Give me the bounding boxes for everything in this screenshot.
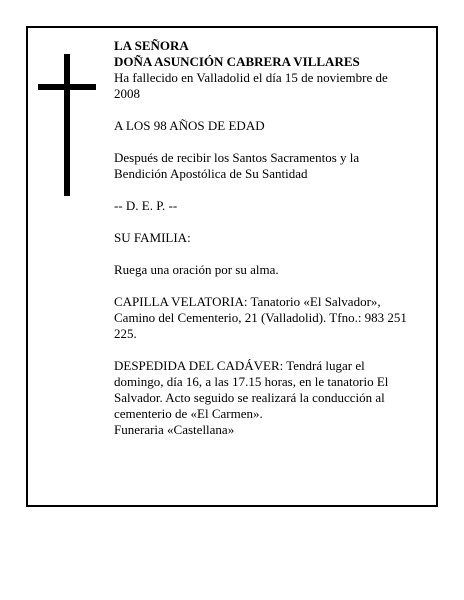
- age-line: A LOS 98 AÑOS DE EDAD: [114, 118, 265, 133]
- title-line: LA SEÑORA: [114, 38, 189, 53]
- farewell-info: DESPEDIDA DEL CADÁVER: Tendrá lugar el domingo, día 16, a las 17.15 horas, en le tanatorio El Salvador. Acto seguido se realizará la conducción al cementerio de «El Carmen».: [114, 358, 389, 421]
- rip-line: -- D. E. P. --: [114, 198, 178, 213]
- sacraments-line: Después de recibir los Santos Sacramentos y la Bendición Apostólica de Su Santidad: [114, 150, 360, 181]
- prayer-line: Ruega una oración por su alma.: [114, 262, 279, 277]
- cross-icon-vertical-bar: [64, 54, 70, 196]
- obituary-text: [114, 38, 410, 438]
- deceased-name: DOÑA ASUNCIÓN CABRERA VILLARES: [114, 54, 360, 69]
- funeral-home: Funeraria «Castellana»: [114, 422, 235, 437]
- death-notice: Ha fallecido en Valladolid el día 15 de noviembre de 2008: [114, 70, 388, 101]
- cross-icon-horizontal-bar: [38, 84, 96, 90]
- chapel-info: CAPILLA VELATORIA: Tanatorio «El Salvador», Camino del Cementerio, 21 (Valladolid). Tfno.: 983 251 225.: [114, 294, 407, 341]
- family-heading: SU FAMILIA:: [114, 230, 191, 245]
